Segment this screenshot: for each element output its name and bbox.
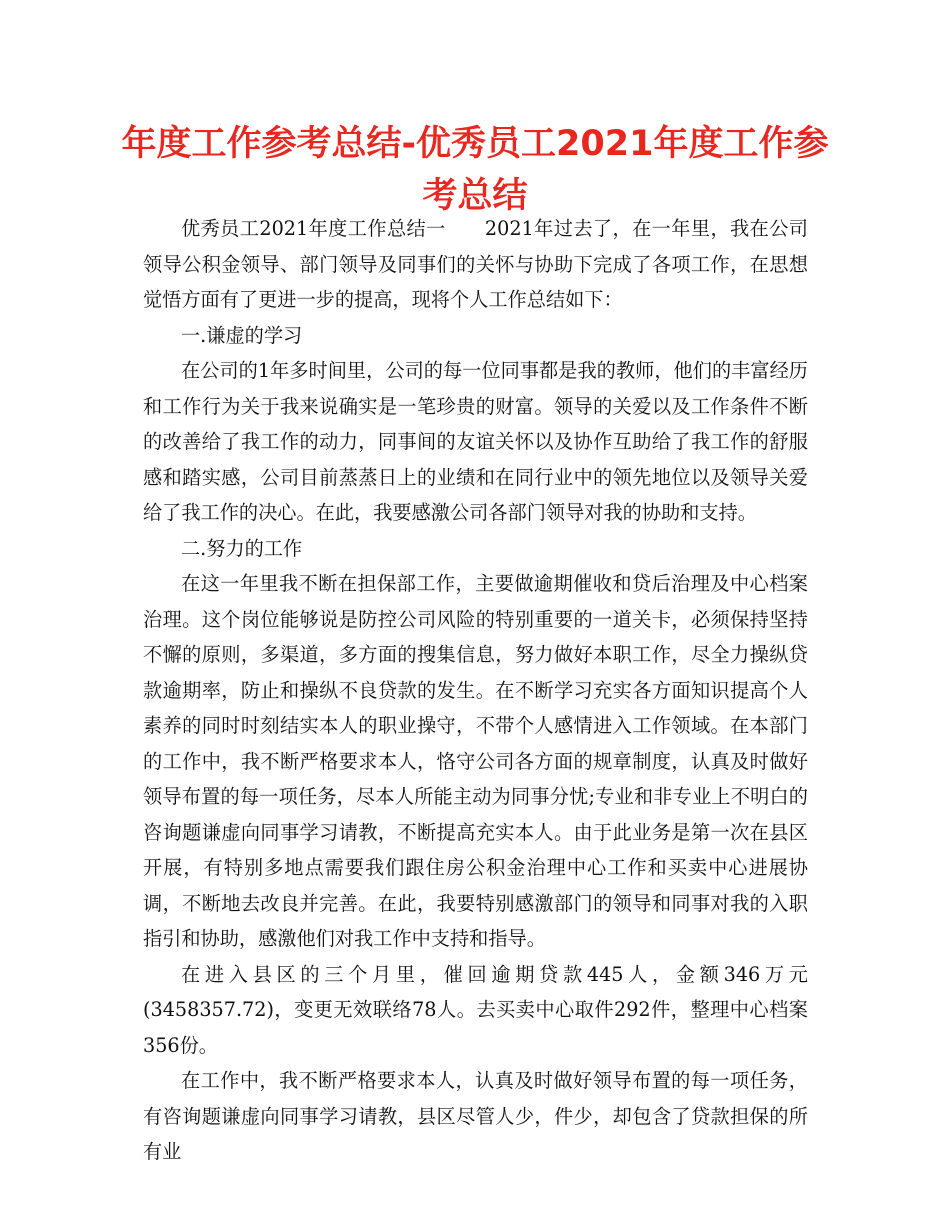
section-heading-1: 一.谦虚的学习	[181, 323, 303, 347]
section-1-paragraph: 在公司的1年多时间里，公司的每一位同事都是我的教师，他们的丰富经历和工作行为关于我来说确实是一笔珍贵的财富。领导的关爱以及工作条件不断的改善给了我工作的动力，同事间的友谊关怀以及协作互助给了我工作的舒服感和踏实感，公司目前蒸蒸日上的业绩和在同行业中的领先地位以及领导关爱给了我工作的决心。在此，我要感激公司各部门领导对我的协助和支持。	[143, 359, 808, 524]
section-heading-2: 二.努力的工作	[181, 536, 303, 560]
statistics-paragraph: 在进入县区的三个月里，催回逾期贷款445人，金额346万元(3458357.72)，变更无效联络78人。去买卖中心取件292件，整理中心档案356份。	[143, 962, 808, 1057]
document-body	[143, 211, 808, 1170]
document-title: 年度工作参考总结-优秀员工2021年度工作参考总结	[121, 124, 829, 216]
intro-paragraph: 优秀员工2021年度工作总结一 2021年过去了，在一年里，我在公司领导公积金领导、部门领导及同事们的关怀与协助下完成了各项工作，在思想觉悟方面有了更进一步的提高，现将个人工作总结如下：	[143, 217, 808, 311]
section-2-paragraph: 在这一年里我不断在担保部工作，主要做逾期催收和贷后治理及中心档案治理。这个岗位能够说是防控公司风险的特别重要的一道关卡，必须保持坚持不懈的原则，多渠道，多方面的搜集信息，努力做好本职工作，尽全力操纵贷款逾期率，防止和操纵不良贷款的发生。在不断学习充实各方面知识提高个人素养的同时时刻结实本人的职业操守，不带个人感情进入工作领域。在本部门的工作中，我不断严格要求本人，恪守公司各方面的规章制度，认真及时做好领导布置的每一项任务，尽本人所能主动为同事分忧;专业和非专业上不明白的咨询题谦虚向同事学习请教，不断提高充实本人。由于此业务是第一次在县区开展，有特别多地点需要我们跟住房公积金治理中心工作和买卖中心进展协调，不断地去改良并完善。在此，我要特别感激部门的领导和同事对我的入职指引和协助，感激他们对我工作中支持和指导。	[143, 572, 808, 950]
closing-paragraph: 在工作中，我不断严格要求本人，认真及时做好领导布置的每一项任务，有咨询题谦虚向同事学习请教，县区尽管人少，件少，却包含了贷款担保的所有业	[143, 1069, 808, 1163]
